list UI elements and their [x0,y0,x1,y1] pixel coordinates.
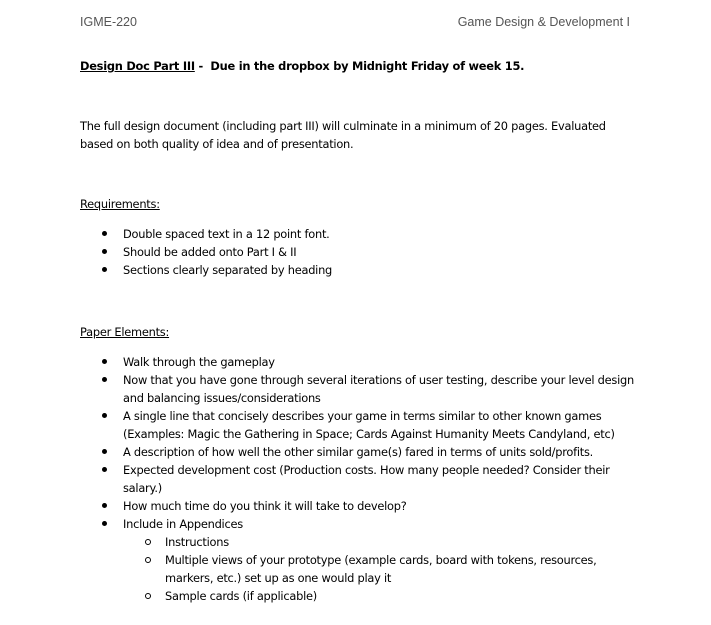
intro-paragraph: The full design document (including part III) will culminate in a minimum of 20 pages. Evaluated based on both quality of idea and of presentation. [80,119,606,151]
assignment-title-label: Design Doc Part III [80,59,195,73]
list-item-appendices [80,515,640,605]
assignment-title [80,59,524,73]
paper-elements-list [80,353,640,605]
requirements-heading: Requirements: [80,197,160,211]
sub-list-item: Sample cards (if applicable) [123,587,640,605]
list-item: A single line that concisely describes your game in terms similar to other known games (Examples: Magic the Gathering in Space; Cards Against Humanity Meets Candyland, etc) [80,407,640,443]
list-item: Expected development cost (Production costs. How many people needed? Consider their salary.) [80,461,640,497]
list-item: Walk through the gameplay [80,353,640,371]
course-name: Game Design & Development I [457,15,630,29]
list-item: A description of how well the other similar game(s) fared in terms of units sold/profits. [80,443,640,461]
list-item: Now that you have gone through several iterations of user testing, describe your level design and balancing issues/considerations [80,371,640,407]
sub-list-item: Multiple views of your prototype (example cards, board with tokens, resources, markers, etc.) set up as one would play it [123,551,640,587]
list-item: Should be added onto Part I & II [80,243,640,261]
list-item: How much time do you think it will take to develop? [80,497,640,515]
list-item: Double spaced text in a 12 point font. [80,225,640,243]
requirements-list [80,225,640,279]
appendices-list [123,533,640,605]
sub-list-item: Instructions [123,533,640,551]
paper-elements-heading: Paper Elements: [80,325,170,339]
course-code: IGME-220 [80,15,137,29]
appendices-label: Include in Appendices [123,517,243,531]
list-item: Sections clearly separated by heading [80,261,640,279]
assignment-due-text: - Due in the dropbox by Midnight Friday of week 15. [194,59,525,73]
